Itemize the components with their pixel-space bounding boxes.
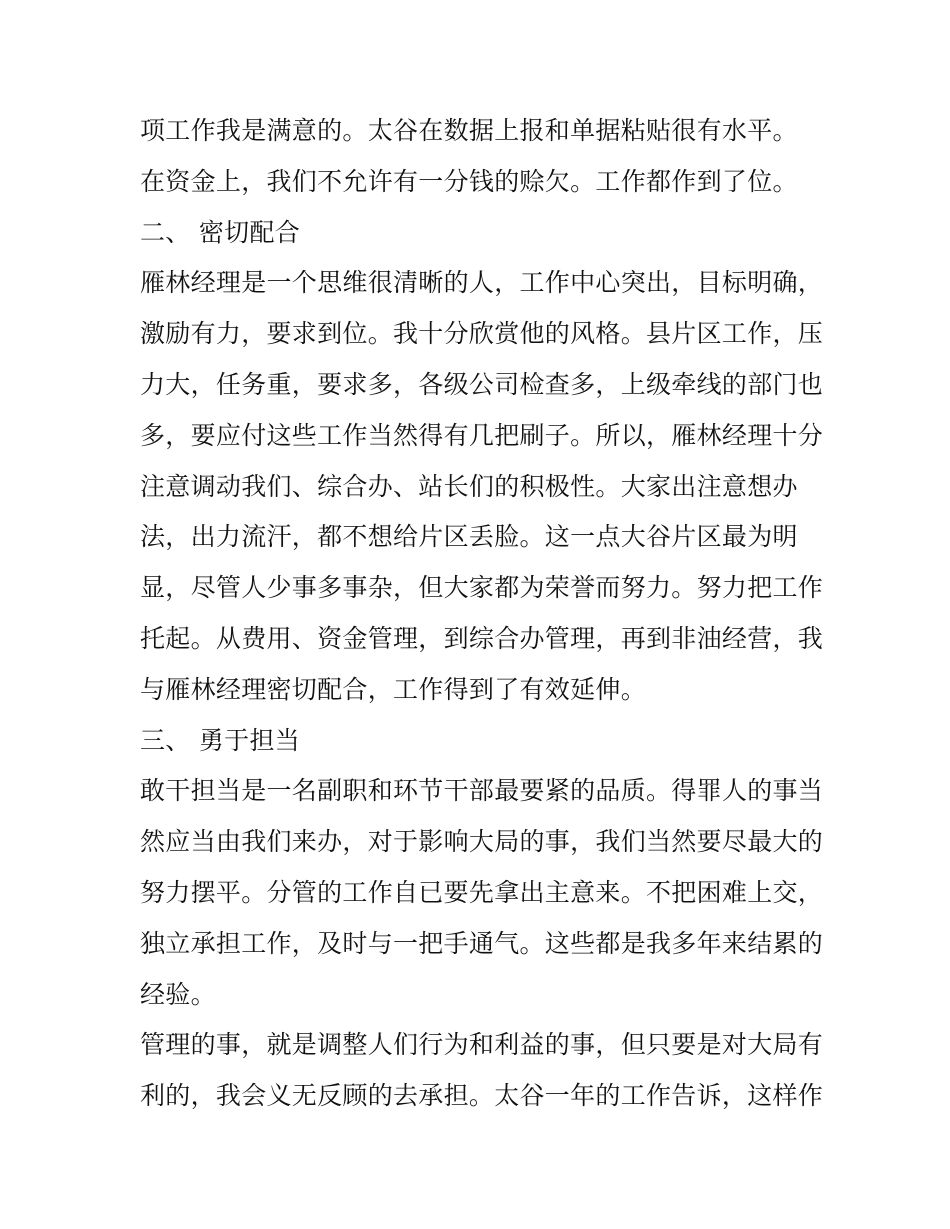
text-line: 敢干担当是一名副职和环节干部最要紧的品质。得罪人的事当 <box>140 776 824 806</box>
text-line: 法，出力流汗，都不想给片区丢脸。这一点大谷片区最为明 <box>140 522 798 552</box>
section-heading: 二、 密切配合 <box>140 217 301 247</box>
text-line: 力大，任务重，要求多，各级公司检查多，上级牵线的部门也 <box>140 369 824 399</box>
text-line: 注意调动我们、综合办、站长们的积极性。大家出注意想办 <box>140 471 798 501</box>
text-line: 托起。从费用、资金管理，到综合办管理，再到非油经营，我 <box>140 623 824 653</box>
text-line: 与雁林经理密切配合，工作得到了有效延伸。 <box>140 674 647 704</box>
text-line: 雁林经理是一个思维很清晰的人，工作中心突出，目标明确， <box>140 268 824 298</box>
text-line: 然应当由我们来办，对于影响大局的事，我们当然要尽最大的 <box>140 827 824 857</box>
text-line: 努力摆平。分管的工作自已要先拿出主意来。不把困难上交， <box>140 877 824 907</box>
text-line: 独立承担工作，及时与一把手通气。这些都是我多年来结累的 <box>140 928 824 958</box>
text-line: 激励有力，要求到位。我十分欣赏他的风格。县片区工作，压 <box>140 319 824 349</box>
text-line: 利的，我会义无反顾的去承担。太谷一年的工作告诉，这样作 <box>140 1081 824 1111</box>
document-body <box>140 106 824 1122</box>
text-line: 管理的事，就是调整人们行为和利益的事，但只要是对大局有 <box>140 1030 824 1060</box>
text-line: 经验。 <box>140 979 216 1009</box>
text-line: 显，尽管人少事多事杂，但大家都为荣誉而努力。努力把工作 <box>140 573 824 603</box>
section-heading: 三、 勇于担当 <box>140 725 301 755</box>
text-line: 项工作我是满意的。太谷在数据上报和单据粘贴很有水平。 <box>140 116 798 145</box>
text-line: 多，要应付这些工作当然得有几把刷子。所以，雁林经理十分 <box>140 420 824 450</box>
text-line: 在资金上，我们不允许有一分钱的赊欠。工作都作到了位。 <box>140 166 798 196</box>
